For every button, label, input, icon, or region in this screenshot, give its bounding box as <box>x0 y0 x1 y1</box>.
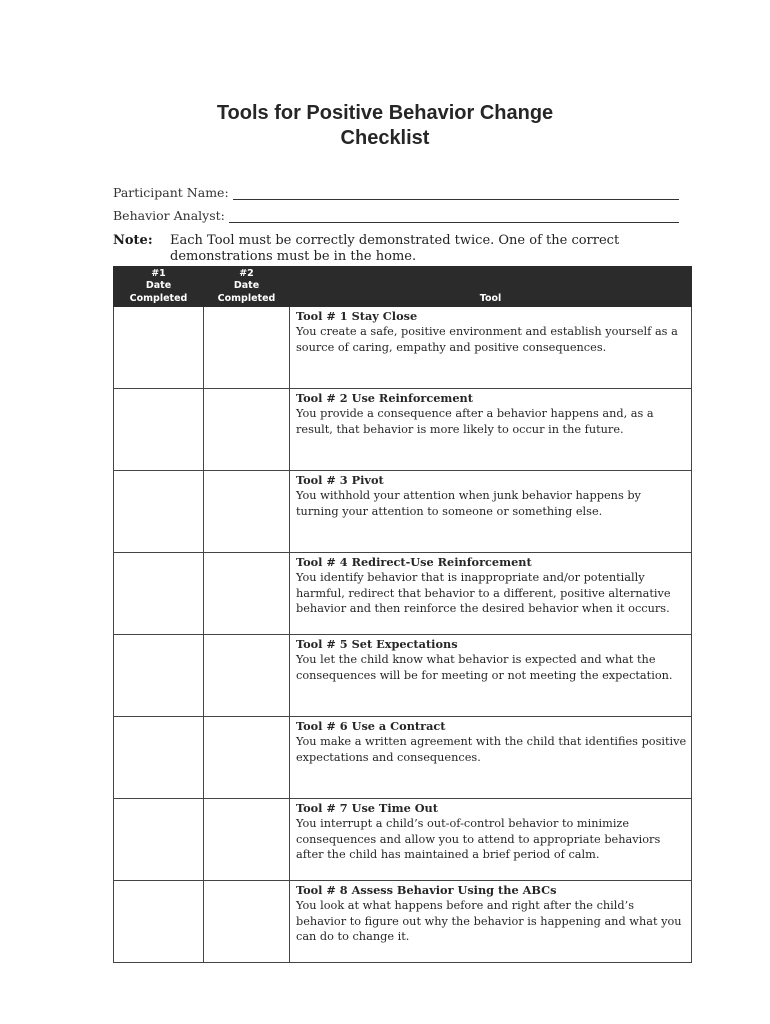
tool-description: You create a safe, positive environment and establish yourself as a source of caring, empathy and positive consequences. <box>296 325 678 354</box>
tool-title: Tool # 7 Use Time Out <box>296 801 438 815</box>
table-row <box>114 635 692 717</box>
tool-description: You interrupt a child’s out-of-control behavior to minimize consequences and allow you to attend to appropriate behaviors after the child has maintained a brief period of calm. <box>296 817 661 862</box>
participant-name-blank[interactable] <box>233 188 679 200</box>
tool-cell <box>290 799 692 881</box>
participant-name-field[interactable] <box>113 185 679 200</box>
title-line-2: Checklist <box>340 127 430 149</box>
date-completed-1-cell[interactable] <box>114 799 204 881</box>
date-completed-2-cell[interactable] <box>204 553 290 635</box>
header-col2-line3: Completed <box>217 292 276 304</box>
date-completed-1-cell[interactable] <box>114 881 204 963</box>
tool-description: You provide a consequence after a behavior happens and, as a result, that behavior is more likely to occur in the future. <box>296 407 654 436</box>
tool-title: Tool # 2 Use Reinforcement <box>296 391 473 405</box>
date-completed-2-cell[interactable] <box>204 881 290 963</box>
tool-cell <box>290 307 692 389</box>
header-col1-line1: #1 <box>151 267 166 279</box>
date-completed-2-cell[interactable] <box>204 635 290 717</box>
note-text: Each Tool must be correctly demonstrated twice. One of the correct demonstrations must be in the home. <box>170 233 620 264</box>
date-completed-1-cell[interactable] <box>114 389 204 471</box>
date-completed-1-cell[interactable] <box>114 717 204 799</box>
tool-cell <box>290 635 692 717</box>
tool-description: You withhold your attention when junk behavior happens by turning your attention to someone or something else. <box>296 489 641 518</box>
participant-name-label: Participant Name: <box>113 185 229 200</box>
table-row <box>114 881 692 963</box>
date-completed-2-cell[interactable] <box>204 799 290 881</box>
header-col2-line1: #2 <box>239 267 254 279</box>
date-completed-1-cell[interactable] <box>114 471 204 553</box>
date-completed-2-cell[interactable] <box>204 471 290 553</box>
behavior-analyst-field[interactable] <box>113 208 679 223</box>
tool-cell <box>290 389 692 471</box>
checklist-table <box>113 266 692 963</box>
header-col1-line2: Date <box>145 280 172 292</box>
tool-title: Tool # 3 Pivot <box>296 473 384 487</box>
header-date-completed-1 <box>114 267 204 307</box>
tool-cell <box>290 881 692 963</box>
date-completed-2-cell[interactable] <box>204 717 290 799</box>
tool-description: You look at what happens before and right after the child’s behavior to figure out why the behavior is happening and what you can do to change it. <box>296 899 682 944</box>
date-completed-2-cell[interactable] <box>204 389 290 471</box>
table-row <box>114 471 692 553</box>
header-col1-line3: Completed <box>129 292 188 304</box>
tool-title: Tool # 6 Use a Contract <box>296 719 446 733</box>
note-label: Note: <box>113 233 153 248</box>
date-completed-1-cell[interactable] <box>114 307 204 389</box>
tool-description: You make a written agreement with the child that identifies positive expectations and consequences. <box>296 735 687 764</box>
behavior-analyst-blank[interactable] <box>229 211 679 223</box>
tool-description: You identify behavior that is inappropriate and/or potentially harmful, redirect that behavior to a different, positive alternative behavior and then reinforce the desired behavior when it occurs. <box>296 571 671 616</box>
header-col2-line2: Date <box>233 280 260 292</box>
table-row <box>114 799 692 881</box>
table-row <box>114 553 692 635</box>
tool-description: You let the child know what behavior is expected and what the consequences will be for meeting or not meeting the expectation. <box>296 653 673 682</box>
tool-title: Tool # 4 Redirect-Use Reinforcement <box>296 555 532 569</box>
table-row <box>114 717 692 799</box>
tool-cell <box>290 553 692 635</box>
table-row <box>114 389 692 471</box>
tool-cell <box>290 717 692 799</box>
tool-title: Tool # 5 Set Expectations <box>296 637 458 651</box>
tool-cell <box>290 471 692 553</box>
header-tool: Tool <box>290 267 692 307</box>
date-completed-1-cell[interactable] <box>114 553 204 635</box>
table-row <box>114 307 692 389</box>
header-date-completed-2 <box>204 267 290 307</box>
tool-title: Tool # 8 Assess Behavior Using the ABCs <box>296 883 557 897</box>
title-line-1: Tools for Positive Behavior Change <box>216 102 554 124</box>
date-completed-2-cell[interactable] <box>204 307 290 389</box>
date-completed-1-cell[interactable] <box>114 635 204 717</box>
behavior-analyst-label: Behavior Analyst: <box>113 208 225 223</box>
table-header-row <box>114 267 692 307</box>
tool-title: Tool # 1 Stay Close <box>296 309 418 323</box>
